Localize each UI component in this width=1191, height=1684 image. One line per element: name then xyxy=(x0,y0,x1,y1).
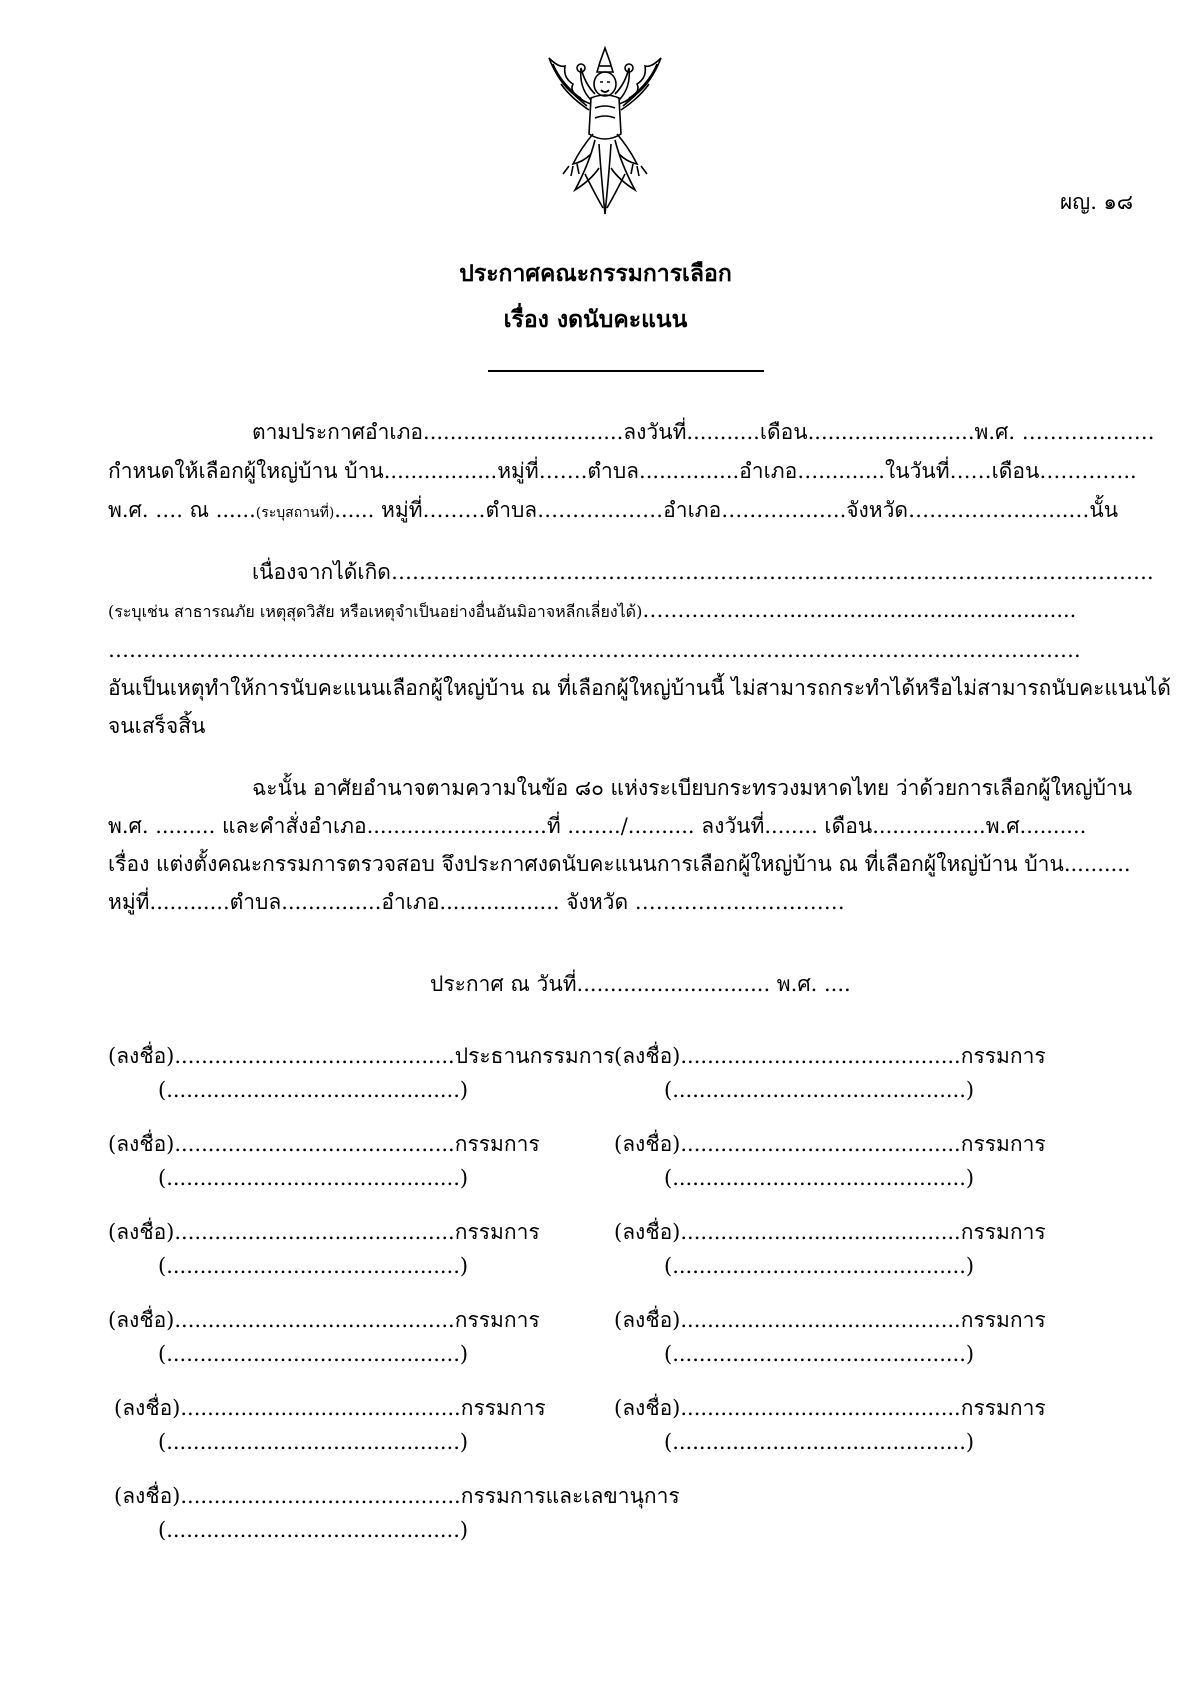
consequence-line: อันเป็นเหตุทำให้การนับคะแนนเลือกผู้ใหญ่บ้าน ณ ที่เลือกผู้ใหญ่บ้านนี้ ไม่สามารถกระทำได้หรือไม่สามารถนับคะแนนได้ xyxy=(108,676,1171,700)
signature-name-blank: (............................................) xyxy=(158,1254,469,1278)
title-underline xyxy=(488,370,764,372)
signature-name-blank: (............................................) xyxy=(664,1078,975,1102)
consequence-line-end: จนเสร็จสิ้น xyxy=(108,714,206,738)
signature-name-blank: (............................................) xyxy=(158,1078,469,1102)
signature-name-blank: (............................................) xyxy=(664,1430,975,1454)
location-note: (ระบุสถานที่) xyxy=(255,505,335,521)
committee-line: เรื่อง แต่งตั้งคณะกรรมการตรวจสอบ จึงประกาศงดนับคะแนนการเลือกผู้ใหญ่บ้าน ณ ที่เลือกผู้ใหญ่บ้าน บ้าน.......... xyxy=(108,852,1131,876)
cause-note: (ระบุเช่น สาธารณภัย เหตุสุดวิสัย หรือเหตุจำเป็นอย่างอื่นอันมิอาจหลีกเลี่ยงได้) xyxy=(108,602,643,621)
signature-member: (ลงชื่อ)..........................................กรรมการ xyxy=(614,1396,1046,1420)
signature-member: (ลงชื่อ)..........................................กรรมการ xyxy=(108,1308,540,1332)
cause-line: เนื่องจากได้เกิด………………………………………………………………………………………………. xyxy=(252,560,1154,584)
signature-name-blank: (............................................) xyxy=(158,1430,469,1454)
signature-member: (ลงชื่อ)..........................................กรรมการ xyxy=(108,1132,540,1156)
signature-member: (ลงชื่อ)..........................................กรรมการ xyxy=(614,1308,1046,1332)
form-code: ผญ. ๑๘ xyxy=(1060,190,1134,214)
signature-member: (ลงชื่อ)..........................................กรรมการ xyxy=(114,1396,546,1420)
announce-date: ประกาศ ณ วันที่............................. พ.ศ. .... xyxy=(430,972,851,996)
election-location-line xyxy=(108,496,1118,527)
cause-blank-line: …………………………………………………………………………………………………………………………. xyxy=(108,638,1081,662)
signature-name-blank: (............................................) xyxy=(664,1166,975,1190)
page-title: ประกาศคณะกรรมการเลือก xyxy=(459,260,732,287)
signature-member-secretary: (ลงชื่อ)..........................................กรรมการและเลขานุการ xyxy=(114,1484,680,1508)
signature-name-blank: (............................................) xyxy=(158,1518,469,1542)
announcement-reference-line: ตามประกาศอำเภอ..............................ลงวันที่...........เดือน.........................พ.ศ. ………………. xyxy=(252,420,1155,444)
signature-member: (ลงชื่อ)..........................................กรรมการ xyxy=(614,1044,1046,1068)
order-reference-line: พ.ศ. ......... และคำสั่งอำเภอ...........................ที่ ......../.......... ลงวันที่........ เดือน.................พ.ศ.......... xyxy=(108,814,1087,838)
subject-title: เรื่อง งดนับคะแนน xyxy=(503,306,688,333)
authority-line: ฉะนั้น อาศัยอำนาจตามความในข้อ ๘๐ แห่งระเบียบกระทรวงมหาดไทย ว่าด้วยการเลือกผู้ใหญ่บ้าน xyxy=(252,776,1133,800)
signature-member: (ลงชื่อ)..........................................กรรมการ xyxy=(614,1220,1046,1244)
signature-name-blank: (............................................) xyxy=(664,1254,975,1278)
village-line: หมู่ที่............ตำบล...............อำเภอ.................. จังหวัด ………………………… xyxy=(108,890,845,914)
signature-member: (ลงชื่อ)..........................................กรรมการ xyxy=(108,1220,540,1244)
cause-note-dots: …………………........................................... xyxy=(642,598,1077,622)
garuda-emblem-icon xyxy=(545,44,665,218)
cause-note-line xyxy=(108,596,1076,626)
signature-name-blank: (............................................) xyxy=(664,1342,975,1366)
signature-name-blank: (............................................) xyxy=(158,1166,469,1190)
location-prefix: พ.ศ. …. ณ ...... xyxy=(108,498,256,522)
signature-member: (ลงชื่อ)..........................................กรรมการ xyxy=(614,1132,1046,1156)
location-suffix: ...... หมู่ที่………ตำบล………………อำเภอ………….…..จังหวัด…………………..…นั้น xyxy=(334,498,1119,522)
election-date-line: กำหนดให้เลือกผู้ใหญ่บ้าน บ้าน.................หมู่ที่…….ตำบล...............อำเภอ…..........ในวันที่……เดือน………….. xyxy=(108,459,1137,483)
signature-name-blank: (............................................) xyxy=(158,1342,469,1366)
signature-chairman: (ลงชื่อ)..........................................ประธานกรรมการ xyxy=(108,1044,615,1068)
